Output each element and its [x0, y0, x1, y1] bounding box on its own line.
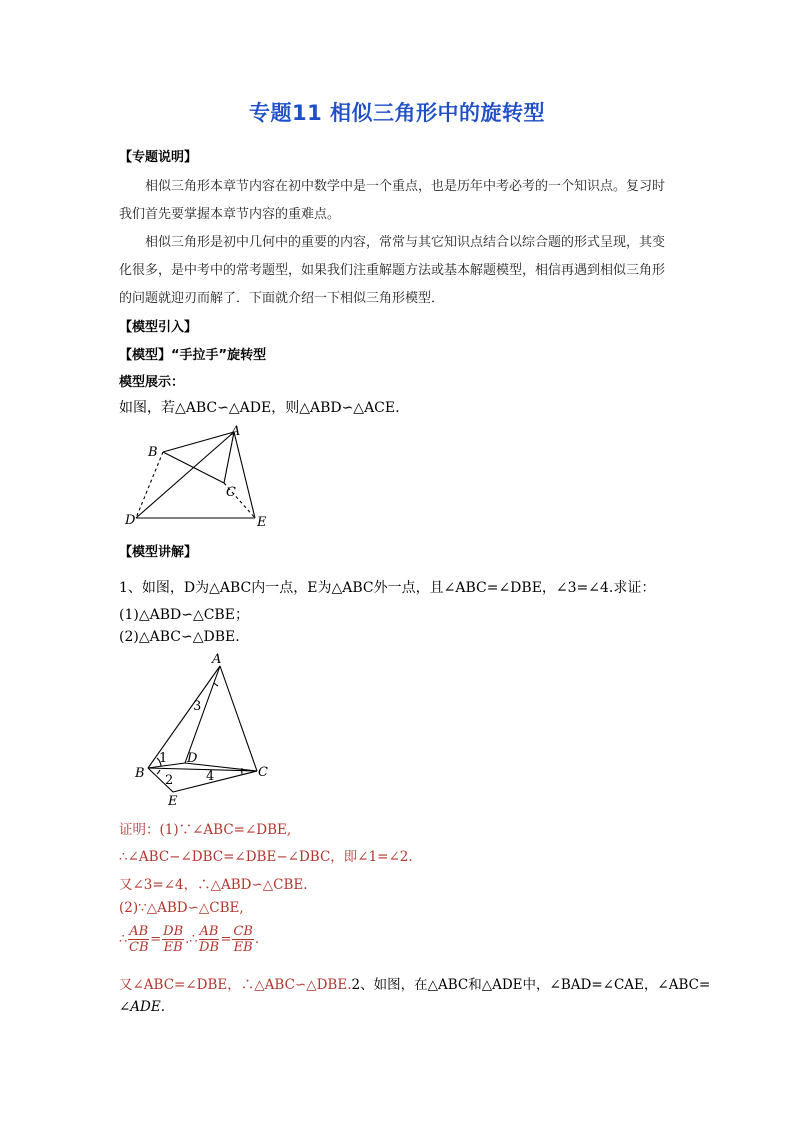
fraction-db-eb	[162, 924, 184, 955]
proof-conclusion: 又∠ABC=∠DBE，∴△ABC∽△DBE.	[119, 977, 352, 993]
fraction-numerator: AB	[199, 924, 219, 939]
problem-2-continued: ∠ADE.	[119, 999, 166, 1015]
fig2-label-3: 3	[193, 699, 202, 714]
model-statement: 如图，若△ABC∽△ADE，则△ABD∽△ACE.	[119, 400, 400, 416]
problem-1-part-1: (1)△ABD∽△CBE；	[119, 607, 249, 623]
fig1-label-E: E	[257, 515, 267, 530]
period: .	[254, 932, 260, 947]
section-heading-intro: 【专题说明】	[119, 150, 198, 165]
section-heading-explain: 【模型讲解】	[119, 545, 198, 560]
fig2-label-4: 4	[206, 769, 215, 784]
problem-2-statement: 2、如图，在△ABC和△ADE中，∠BAD=∠CAE，∠ABC=	[351, 977, 711, 993]
intro-paragraph-2: 相似三角形是初中几何中的重要的内容，常常与其它知识点结合以综合题的形式呈现，其变化很多，是中考中的常考题型，如果我们注重解题方法或基本解题模型，相信再遇到相似三角形的问题就迎刃而解了．下面就介绍一下相似三角形模型．	[119, 235, 666, 306]
figure-1-diagram	[118, 420, 278, 532]
therefore-symbol: ∴	[119, 932, 128, 947]
fraction-ab-db	[199, 924, 220, 955]
fraction-cb-eb	[232, 924, 254, 955]
proof-line-6	[119, 973, 710, 993]
proof-line-3: 又∠3=∠4，∴△ABD∽△CBE.	[119, 877, 308, 893]
fraction-denominator: CB	[129, 940, 149, 955]
proof-line-4: (2)∵△ABD∽△CBE,	[119, 900, 244, 916]
equals-sign: =	[150, 932, 162, 947]
fig1-label-C: C	[226, 485, 236, 500]
problem-1-part-2: (2)△ABC∽△DBE.	[119, 629, 240, 645]
equals-sign: =	[220, 932, 232, 947]
fraction-ab-cb	[128, 924, 149, 955]
fig2-label-A: A	[212, 652, 222, 667]
therefore-separator: .∴	[185, 932, 198, 947]
intro-paragraph-1: 相似三角形本章节内容在初中数学中是一个重点，也是历年中考必考的一个知识点。复习时我们首先要掌握本章节内容的重难点。	[119, 179, 666, 222]
fig2-label-E: E	[168, 794, 178, 809]
figure-2-diagram	[130, 650, 280, 810]
fig1-label-A: A	[231, 424, 241, 439]
fraction-numerator: AB	[129, 924, 149, 939]
model-show-label: 模型展示：	[119, 375, 185, 390]
model-name: 【模型】“手拉手”旋转型	[119, 348, 267, 363]
section-heading-model: 【模型引入】	[119, 320, 198, 335]
fig2-label-1: 1	[159, 751, 168, 766]
fig1-label-D: D	[125, 513, 136, 528]
proof-fraction-line	[119, 924, 259, 955]
problem-1-statement: 1、如图，D为△ABC内一点，E为△ABC外一点，且∠ABC=∠DBE，∠3=∠4.求证：	[119, 580, 656, 596]
fig2-label-2: 2	[165, 773, 174, 788]
proof-line-2: ∴∠ABC−∠DBC=∠DBE−∠DBC，即∠1=∠2.	[119, 849, 413, 865]
proof-line-1: 证明：(1)∵∠ABC=∠DBE,	[119, 822, 292, 838]
fig2-label-D: D	[187, 751, 198, 766]
fraction-numerator: DB	[163, 924, 184, 939]
fraction-denominator: EB	[233, 940, 253, 955]
fig2-label-C: C	[258, 765, 268, 780]
fig2-label-B: B	[135, 766, 145, 781]
fraction-denominator: DB	[199, 940, 219, 955]
page-title: 专题11 相似三角形中的旋转型	[248, 101, 546, 125]
fraction-denominator: EB	[163, 940, 183, 955]
fraction-numerator: CB	[233, 924, 253, 939]
fig1-label-B: B	[148, 445, 158, 460]
